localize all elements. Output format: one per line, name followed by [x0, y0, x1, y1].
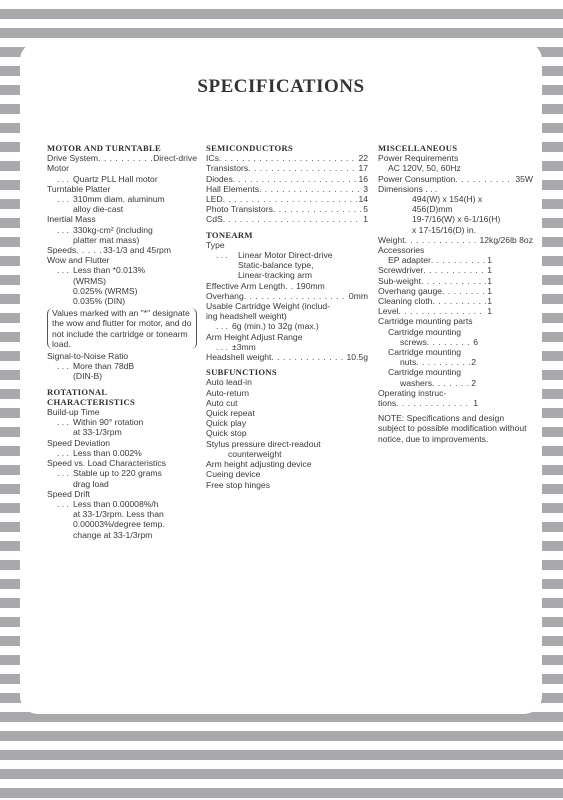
spec-load-value: . . . Stable up to 220 grams drag load: [57, 468, 162, 489]
semi-row: CdS . . . 1: [206, 214, 368, 224]
mounting-washers: washers . . . 2: [378, 378, 476, 388]
spec-drive-system: Drive System . . . Direct-drive: [47, 153, 197, 163]
semi-row: ICs . . . 22: [206, 153, 368, 163]
list-item: Auto-return: [206, 387, 249, 398]
spec-buildup-value: . . . Within 90° rotation at 33-1/3rpm: [57, 417, 144, 438]
spec-dimensions-value-1: 494(W) x 154(H) x: [412, 194, 483, 205]
section-heading-rotational: ROTATIONAL CHARACTERISTICS: [47, 386, 136, 407]
mounting-washers-key: Cartridge mounting: [388, 367, 462, 378]
spec-dimensions-value-4: x 17-15/16(D) in.: [412, 224, 477, 235]
accessory-row: Sub-weight . . . 1: [378, 276, 492, 286]
spec-motor-key: Motor: [47, 163, 69, 174]
spec-dimensions-value-3: 19-7/16(W) x 6-1/16(H): [412, 214, 501, 225]
list-item: Quick stop: [206, 428, 247, 439]
spec-weight: Weight . . . 12kg/26lb 8oz: [378, 235, 533, 245]
spec-inertia-value: . . . 330kg-cm² (including platter mat mass): [57, 224, 153, 245]
accessory-row: Level . . . 1: [378, 306, 492, 316]
spec-buildup-key: Build-up Time: [47, 407, 100, 418]
spec-height-value: . . . ±3mm: [216, 341, 256, 352]
accessory-row: Screwdriver . . . 1: [378, 265, 492, 275]
spec-power-consumption: Power Consumption . . . 35W: [378, 174, 533, 184]
list-item: Quick repeat: [206, 408, 255, 419]
section-heading-tonearm: TONEARM: [206, 229, 253, 240]
spec-power-req-key: Power Requirements: [378, 153, 459, 164]
spec-snr-value: . . . More than 78dB (DIN-B): [57, 361, 135, 382]
spec-inertia-key: Inertial Mass: [47, 214, 96, 225]
spec-snr-key: Signal-to-Noise Ratio: [47, 351, 129, 362]
spec-dimensions-value-2: 456(D)mm: [412, 204, 453, 215]
spec-power-req-value: AC 120V, 50, 60Hz: [388, 163, 461, 174]
spec-load-key: Speed vs. Load Characteristics: [47, 458, 166, 469]
accessory-row: Overhang gauge . . . 1: [378, 286, 492, 296]
list-item: Free stop hinges: [206, 479, 271, 490]
list-item: Arm height adjusting device: [206, 459, 312, 470]
spec-height-key: Arm Height Adjust Range: [206, 331, 303, 342]
spec-platter-key: Turntable Platter: [47, 183, 111, 194]
spec-cartweight-key-1: Usable Cartridge Weight (includ-: [206, 301, 331, 312]
spec-speeds: Speeds . . . 33-1/3 and 45rpm: [47, 245, 197, 255]
spec-motor-value: . . . Quartz PLL Hall motor: [57, 173, 158, 184]
spec-mounting-key: Cartridge mounting parts: [378, 316, 473, 327]
spec-overhang: Overhang . . . 0mm: [206, 291, 368, 301]
list-item: Quick play: [206, 418, 247, 429]
spec-drift-value: . . . Less than 0.00008%/h at 33-1/3rpm. Less than 0.00003%/degree temp. change at 33-1/3rpm: [57, 498, 165, 540]
spec-drift-key: Speed Drift: [47, 488, 90, 499]
spec-cartweight-value: . . . 6g (min.) to 32g (max.): [216, 321, 319, 332]
spec-wow-key: Wow and Flutter: [47, 255, 110, 266]
list-item-continued: counterweight: [228, 448, 282, 459]
specifications-note: NOTE: Specifications and design subject to possible modification without notice, due to improvements.: [378, 413, 527, 444]
list-item: Stylus pressure direct-readout: [206, 438, 321, 449]
instructions-row: tions . . . 1: [378, 398, 478, 408]
list-item: Auto lead-in: [206, 377, 252, 388]
spec-deviation-key: Speed Deviation: [47, 437, 111, 448]
page-title: SPECIFICATIONS: [197, 76, 365, 97]
semi-row: Photo Transistors . . . 5: [206, 204, 368, 214]
spec-cartweight-key-2: ing headshell weight): [206, 311, 287, 322]
spec-headshell: Headshell weight . . . 10.5g: [206, 352, 368, 362]
section-heading-misc: MISCELLANEOUS: [378, 143, 458, 153]
section-heading-semiconductors: SEMICONDUCTORS: [206, 143, 294, 153]
accessory-row: EP adapter . . . 1: [378, 255, 492, 265]
list-item: Auto cut: [206, 397, 238, 408]
mounting-screws: screws . . . 6: [378, 337, 478, 347]
column-semiconductors-tonearm: [206, 143, 368, 490]
instructions-key: Operating instruc-: [378, 387, 447, 398]
section-heading-motor: MOTOR AND TURNTABLE: [47, 143, 162, 153]
spec-arm-length: Effective Arm Length . . . 190mm: [206, 281, 368, 291]
semi-row: LED . . . 14: [206, 194, 368, 204]
spec-type-key: Type: [206, 239, 225, 250]
list-item: Cueing device: [206, 469, 261, 480]
mounting-nuts-key: Cartridge mounting: [388, 347, 462, 358]
mounting-nuts: nuts . . . 2: [378, 357, 476, 367]
spec-deviation-value: . . . Less than 0.002%: [57, 447, 142, 458]
spec-dimensions-key: Dimensions . . .: [378, 183, 438, 194]
semi-row: Diodes . . . 16: [206, 174, 368, 184]
column-motor-rotational: [47, 143, 197, 540]
semi-row: Transistors . . . 17: [206, 163, 368, 173]
spec-accessories-key: Accessories: [378, 245, 425, 256]
spec-wow-value: . . . Less than *0.013% (WRMS) 0.025% (WRMS) 0.035% (DIN): [57, 265, 146, 307]
mounting-screws-key: Cartridge mounting: [388, 326, 462, 337]
section-heading-subfunctions: SUBFUNCTIONS: [206, 367, 277, 378]
spec-panel: [20, 42, 542, 714]
accessory-row: Cleaning cloth . . . 1: [378, 296, 492, 306]
semi-row: Hall Elements . . . 3: [206, 184, 368, 194]
wow-flutter-note: Values marked with an "*" designate the wow and flutter for motor, and do not include the cartridge or tonearm load.: [47, 308, 197, 349]
spec-platter-value: . . . 310mm diam. aluminum alloy die-cast: [57, 194, 165, 215]
spec-type-value: . . . Linear Motor Direct-drive Static-balance type, Linear-tracking arm: [216, 250, 333, 281]
column-miscellaneous: [378, 143, 533, 444]
